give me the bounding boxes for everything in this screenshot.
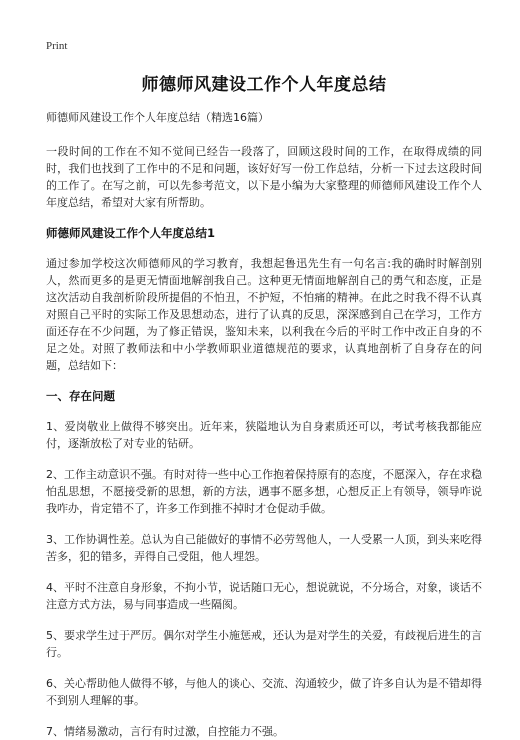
intro-paragraph: 一段时间的工作在不知不觉间已经告一段落了，回顾这段时间的工作，在取得成绩的同时，我们也找到了工作中的不足和问题，该好好写一份工作总结，分析一下过去这段时间的工作了。在写之前，可以先参考范文，以下是小编为大家整理的师德师风建设工作个人年度总结，希望对大家有所帮助。: [46, 145, 482, 209]
document-subtitle: 师德师风建设工作个人年度总结（精选16篇）: [46, 111, 269, 124]
print-label: Print: [46, 40, 68, 52]
section-body: 通过参加学校这次师德师风的学习教育，我想起鲁迅先生有一句名言:我的确时时解剖别人，然而更多的是更无情面地解剖我自己。这种更无情面地解剖自己的勇气和态度，正是这次活动自我剖析阶段所提倡的不怕丑，不护短，不怕痛的精神。在此之时我不得不认真对照自己平时的实际工作及思想动态，进行了认真的反思，深深感到自己在学习，工作方面还存在不少问题，为了修正错误，鉴知未来，以利我在今后的平时工作中改正自身的不足之处。对照了教师法和中小学教师职业道德规范的要求，认真地剖析了自身存在的问题，总结如下：: [46, 257, 482, 372]
list-item: 5、要求学生过于严厉。偶尔对学生小施惩戒，还认为是对学生的关爱，有歧视后进生的言行。: [46, 629, 482, 659]
list-item: 4、平时不注意自身形象，不拘小节，说话随口无心，想说就说，不分场合，对象，谈话不注意方式方法，易与同事造成一些隔阂。: [46, 581, 482, 611]
list-item: 3、工作协调性差。总认为自己能做好的事情不必劳驾他人，一人受累一人顶，到头来吃得苦多，犯的错多，弄得自己受阻，他人埋怨。: [46, 533, 482, 563]
list-item: 2、工作主动意识不强。有时对待一些中心工作抱着保持原有的态度，不愿深入，存在求稳怕乱思想，不愿接受新的思想，新的方法，遇事不愿多想，心想反正上有领导，领导咋说我咋办，肯定错不了，许多工作到推不掉时才仓促动手做。: [46, 468, 482, 515]
list-item: 1、爱岗敬业上做得不够突出。近年来，狭隘地认为自身素质还可以，考试考核我都能应付，逐渐放松了对专业的钻研。: [46, 420, 482, 450]
page-title: 师德师风建设工作个人年度总结: [141, 75, 387, 95]
section-heading: 师德师风建设工作个人年度总结1: [46, 226, 215, 240]
list-item: 6、关心帮助他人做得不够，与他人的谈心、交流、沟通较少，做了许多自认为是不错却得不到别人理解的事。: [46, 677, 482, 707]
problems-heading: 一、存在问题: [46, 389, 115, 403]
list-item: 7、情绪易激动，言行有时过激，自控能力不强。: [46, 725, 284, 738]
